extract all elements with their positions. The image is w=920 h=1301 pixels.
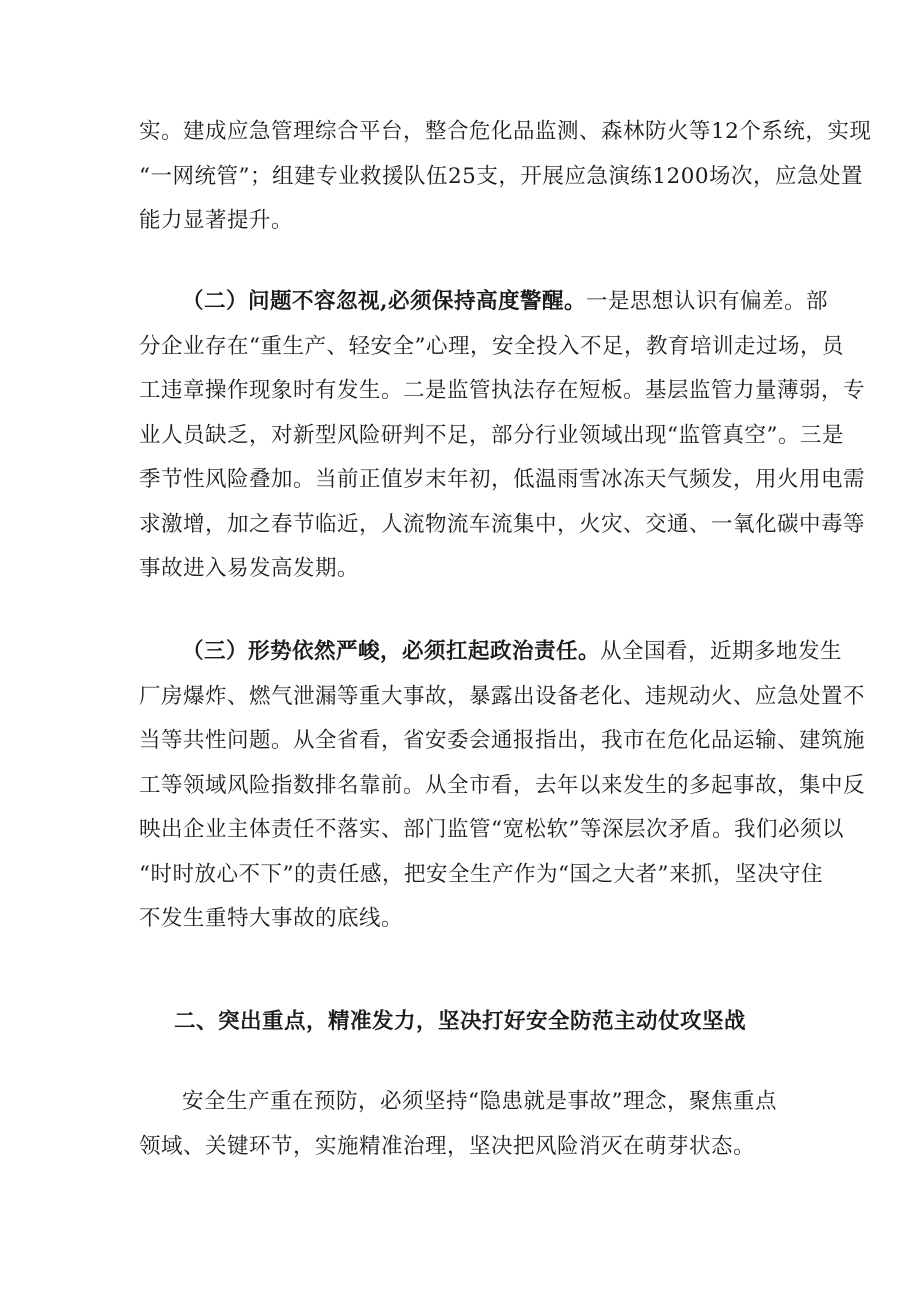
paragraph-achievements: [139, 110, 872, 244]
paragraph-line: 事故进入易发高发期。: [139, 556, 360, 581]
subsection-heading-situation: （三）形势依然严峻，必须扛起政治责任。: [182, 639, 601, 664]
paragraph-line: 厂房爆炸、燃气泄漏等重大事故，暴露出设备老化、违规动火、应急处置不: [139, 683, 866, 709]
paragraph-line: 工等领域风险指数排名靠前。从全市看，去年以来发生的多起事故，集中反: [139, 772, 866, 798]
paragraph-line-rest: 一是思想认识有偏差。部: [586, 289, 829, 314]
subsection-heading-problems: （二）问题不容忽视,必须保持高度警醒。: [182, 289, 586, 314]
paragraph-line: 实。建成应急管理综合平台，整合危化品监测、森林防火等12个系统，实现: [139, 119, 872, 144]
paragraph-line: 能力显著提升。: [139, 208, 294, 233]
paragraph-line: 安全生产重在预防，必须坚持“隐患就是事故”理念，聚焦重点: [182, 1089, 777, 1114]
paragraph-first-line: [139, 280, 829, 325]
paragraph-line: “一网统管”；组建专业救援队伍25支，开展应急演练1200场次，应急处置: [139, 163, 864, 189]
paragraph-line: 业人员缺乏，对新型风险研判不足，部分行业领域出现“监管真空”。三是: [139, 422, 844, 448]
paragraph-situation: [139, 630, 866, 942]
paragraph-line: 季节性风险叠加。当前正值岁末年初，低温雨雪冰冻天气频发，用火用电需: [139, 467, 866, 492]
paragraph-problems: [139, 280, 866, 592]
paragraph-prevention: [139, 1080, 777, 1169]
paragraph-line: 当等共性问题。从全省看，省安委会通报指出，我市在危化品运输、建筑施: [139, 728, 866, 753]
section-heading: 二、突出重点，精准发力，坚决打好安全防范主动仗攻坚战: [174, 1009, 747, 1034]
paragraph-line: “时时放心不下”的责任感，把安全生产作为“国之大者”来抓，坚决守住: [139, 861, 823, 887]
paragraph-line-rest: 从全国看，近期多地发生: [600, 639, 843, 664]
paragraph-line: 领域、关键环节，实施精准治理，坚决把风险消灭在萌芽状态。: [139, 1133, 756, 1159]
paragraph-line: 求激增，加之春节临近，人流物流车流集中，火灾、交通、一氧化碳中毒等: [139, 511, 866, 537]
paragraph-line: 工违章操作现象时有发生。二是监管执法存在短板。基层监管力量薄弱，专: [139, 378, 866, 403]
paragraph-line: 分企业存在“重生产、轻安全”心理，安全投入不足，教育培训走过场，员: [139, 333, 844, 359]
paragraph-first-line: [139, 630, 843, 675]
paragraph-line: 映出企业主体责任不落实、部门监管“宽松软”等深层次矛盾。我们必须以: [139, 817, 844, 842]
paragraph-line: 不发生重特大事故的底线。: [139, 906, 404, 931]
